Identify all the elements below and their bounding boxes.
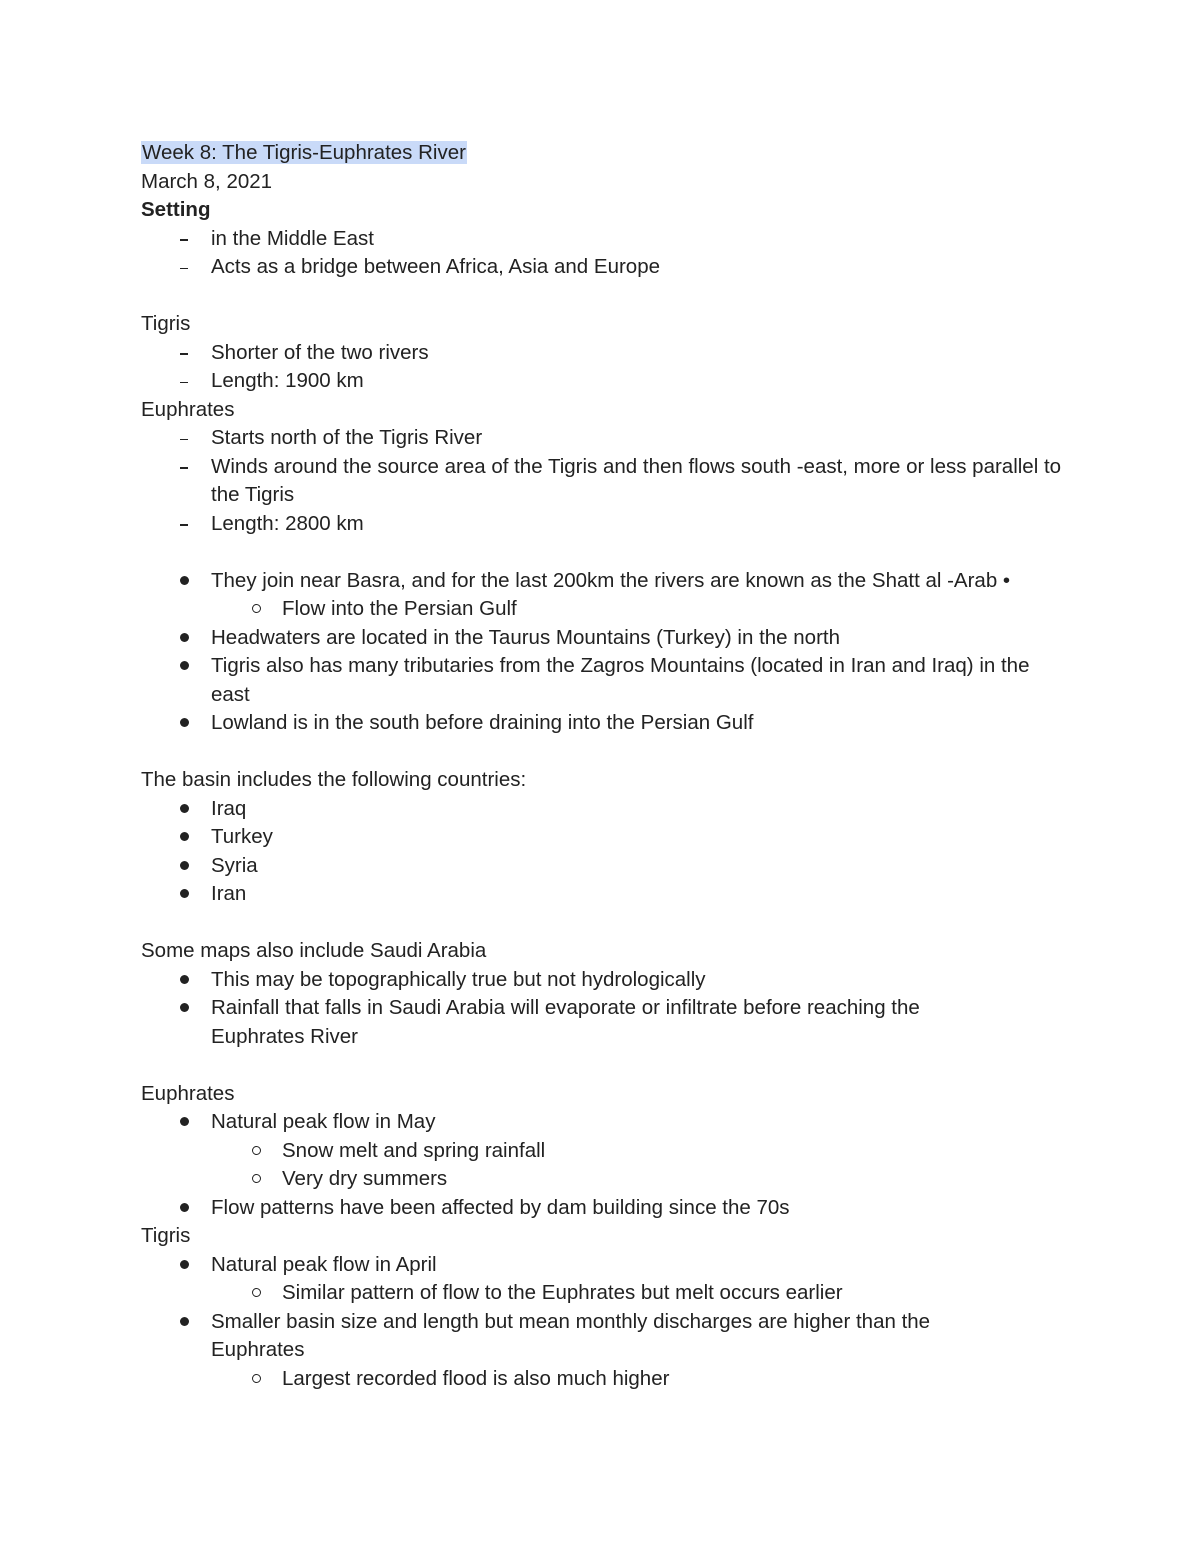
- bullet-marker: [174, 823, 194, 852]
- euphrates-item-text: Winds around the source area of the Tigris and then flows south -east, more or less parallel to the Tigris: [211, 454, 1062, 506]
- tigris-item-text: Length: 1900 km: [211, 369, 364, 392]
- blank-line: [141, 1051, 1071, 1080]
- bullet-marker: [174, 880, 194, 909]
- tigris-flow-text: Natural peak flow in April: [211, 1252, 437, 1276]
- list-item[interactable]: [141, 1308, 1011, 1365]
- circle-marker: [246, 1165, 266, 1194]
- country-text: Iraq: [211, 796, 247, 820]
- list-item[interactable]: [141, 709, 1071, 738]
- dash-marker: [174, 453, 194, 482]
- list-item[interactable]: [141, 339, 1071, 368]
- join-subitem-text: Flow into the Persian Gulf: [282, 597, 517, 620]
- euphrates-flow-text: Flow patterns have been affected by dam building since the 70s: [211, 1195, 790, 1219]
- bullet-marker: [174, 852, 194, 881]
- list-item[interactable]: [141, 1194, 1071, 1223]
- list-item[interactable]: [141, 852, 1071, 881]
- list-item[interactable]: [141, 880, 1071, 909]
- list-item[interactable]: [141, 1251, 1071, 1280]
- blank-line: [141, 909, 1071, 938]
- document-title-line: [141, 139, 1071, 168]
- bullet-marker: [174, 966, 194, 995]
- join-item-text: Headwaters are located in the Taurus Mountains (Turkey) in the north: [211, 625, 840, 649]
- setting-item-text: in the Middle East: [211, 226, 374, 250]
- bullet-marker: [174, 1308, 194, 1337]
- bullet-marker: [174, 624, 194, 653]
- document-page: [141, 139, 1071, 1393]
- list-item[interactable]: [141, 795, 1071, 824]
- basin-heading[interactable]: The basin includes the following countries:: [141, 768, 527, 791]
- country-text: Iran: [211, 882, 247, 905]
- list-item[interactable]: [141, 1137, 1071, 1166]
- circle-marker: [246, 1365, 266, 1394]
- list-item[interactable]: [141, 1165, 1071, 1194]
- bullet-marker: [174, 652, 194, 681]
- euphrates-item-text: Length: 2800 km: [211, 511, 364, 535]
- tigris-flow-subtext: Similar pattern of flow to the Euphrates but melt occurs earlier: [282, 1281, 843, 1304]
- list-item[interactable]: [141, 453, 1071, 510]
- tigris-heading[interactable]: Tigris: [141, 312, 191, 335]
- join-item-text: Lowland is in the south before draining into the Persian Gulf: [211, 711, 754, 734]
- list-item[interactable]: [141, 823, 1071, 852]
- circle-marker: [246, 1279, 266, 1308]
- blank-line: [141, 282, 1071, 311]
- euphrates-flow-subtext: Snow melt and spring rainfall: [282, 1138, 546, 1162]
- bullet-marker: [174, 1108, 194, 1137]
- blank-line: [141, 538, 1071, 567]
- circle-marker: [246, 595, 266, 624]
- blank-line: [141, 738, 1071, 767]
- join-item-text: Tigris also has many tributaries from the Zagros Mountains (located in Iran and Iraq) in the east: [211, 654, 1030, 706]
- list-item[interactable]: [141, 966, 1071, 995]
- country-text: Turkey: [211, 825, 273, 848]
- join-item-text: They join near Basra, and for the last 200km the rivers are known as the Shatt al -Arab •: [211, 568, 1011, 592]
- list-item[interactable]: [141, 1365, 1071, 1394]
- list-item[interactable]: [141, 595, 1071, 624]
- euphrates-item-text: Starts north of the Tigris River: [211, 426, 483, 449]
- dash-marker: [174, 225, 194, 254]
- setting-item-text: Acts as a bridge between Africa, Asia and Europe: [211, 255, 660, 278]
- list-item[interactable]: [141, 567, 1071, 596]
- dash-marker: [174, 510, 194, 539]
- list-item[interactable]: [141, 1108, 1071, 1137]
- bullet-marker: [174, 709, 194, 738]
- dash-marker: [174, 424, 194, 453]
- country-text: Syria: [211, 853, 258, 877]
- list-item[interactable]: [141, 652, 1071, 709]
- saudi-item-text: Rainfall that falls in Saudi Arabia will evaporate or infiltrate before reaching the Euphrates River: [211, 996, 920, 1048]
- tigris-flow-text: Smaller basin size and length but mean monthly discharges are higher than the Euphrates: [211, 1309, 931, 1361]
- bullet-marker: [174, 567, 194, 596]
- setting-heading[interactable]: Setting: [141, 198, 211, 221]
- list-item[interactable]: [141, 253, 1071, 282]
- saudi-item-text: This may be topographically true but not hydrologically: [211, 967, 706, 991]
- euphrates-heading[interactable]: Euphrates: [141, 397, 235, 421]
- saudi-heading[interactable]: Some maps also include Saudi Arabia: [141, 939, 487, 962]
- document-date[interactable]: March 8, 2021: [141, 169, 273, 193]
- document-title[interactable]: Week 8: The Tigris-Euphrates River: [142, 141, 466, 164]
- dash-marker: [174, 367, 194, 396]
- bullet-marker: [174, 795, 194, 824]
- bullet-marker: [174, 994, 194, 1023]
- bullet-marker: [174, 1194, 194, 1223]
- euphrates-flow-heading[interactable]: Euphrates: [141, 1081, 235, 1105]
- list-item[interactable]: [141, 225, 1071, 254]
- tigris-item-text: Shorter of the two rivers: [211, 340, 429, 364]
- dash-marker: [174, 339, 194, 368]
- tigris-flow-subtext: Largest recorded flood is also much higher: [282, 1366, 670, 1390]
- list-item[interactable]: [141, 367, 1071, 396]
- bullet-marker: [174, 1251, 194, 1280]
- tigris-flow-heading[interactable]: Tigris: [141, 1224, 191, 1247]
- euphrates-flow-subtext: Very dry summers: [282, 1167, 448, 1190]
- list-item[interactable]: [141, 994, 1011, 1051]
- euphrates-flow-text: Natural peak flow in May: [211, 1110, 436, 1133]
- list-item[interactable]: [141, 510, 1071, 539]
- circle-marker: [246, 1137, 266, 1166]
- list-item[interactable]: [141, 624, 1071, 653]
- list-item[interactable]: [141, 1279, 1071, 1308]
- list-item[interactable]: [141, 424, 1071, 453]
- dash-marker: [174, 253, 194, 282]
